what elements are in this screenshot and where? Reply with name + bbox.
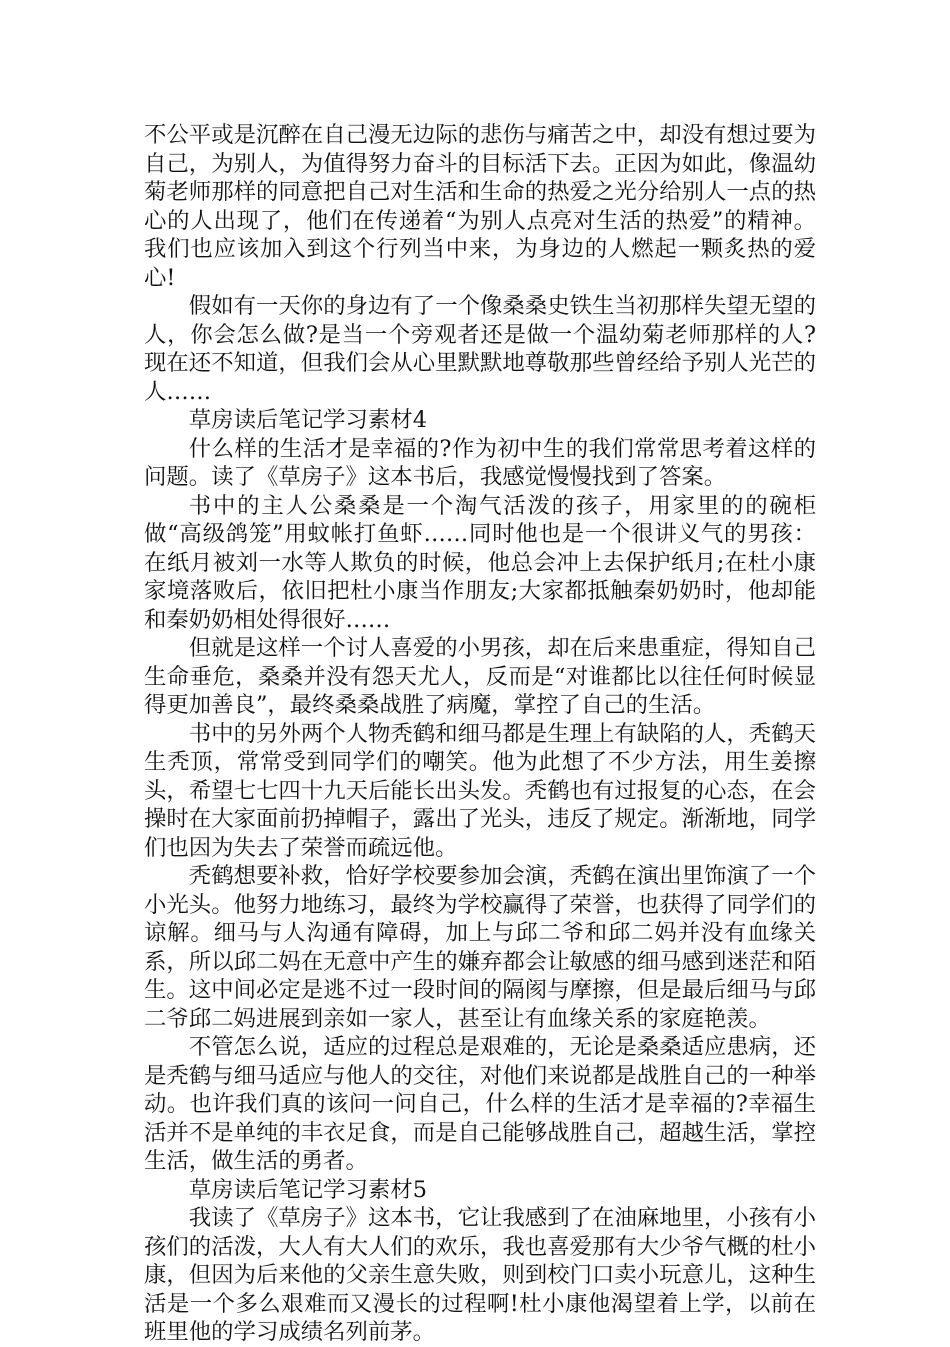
paragraph-6: 书中的另外两个人物秃鹤和细马都是生理上有缺陷的人，秃鹤天生秃顶，常常受到同学们的嘲笑。他为此想了不少方法，用生姜擦头，希望七七四十九天后能长出头发。秃鹤也有过报复的心态，在会操时在大家面前扔掉帽子，露出了光头，违反了规定。渐渐地，同学们也因为失去了荣誉而疏远他。 bbox=[144, 720, 816, 861]
section-heading-4: 草房读后笔记学习素材4 bbox=[188, 407, 427, 433]
paragraph-3: 什么样的生活才是幸福的?作为初中生的我们常常思考着这样的问题。读了《草房子》这本书后，我感觉慢慢找到了答案。 bbox=[144, 435, 816, 490]
paragraph-7: 秃鹤想要补救，恰好学校要参加会演，秃鹤在演出里饰演了一个小光头。他努力地练习，最终为学校赢得了荣誉，也获得了同学们的谅解。细马与人沟通有障碍，加上与邱二爷和邱二妈并没有血缘关系，所以邱二妈在无意中产生的嫌弃都会让敏感的细马感到迷茫和陌生。这中间必定是逃不过一段时间的隔阂与摩擦，但是最后细马与邱二爷邱二妈进展到亲如一家人，甚至让有血缘关系的家庭艳羡。 bbox=[144, 863, 816, 1032]
paragraph-2: 假如有一天你的身边有了一个像桑桑史铁生当初那样失望无望的人，你会怎么做?是当一个旁观者还是做一个温幼菊老师那样的人?现在还不知道，但我们会从心里默默地尊敬那些曾经给予别人光芒的人…… bbox=[144, 293, 816, 405]
paragraph-1: 不公平或是沉醉在自己漫无边际的悲伤与痛苦之中，却没有想过要为自己，为别人，为值得努力奋斗的目标活下去。正因为如此，像温幼菊老师那样的同意把自己对生活和生命的热爱之光分给别人一点的热心的人出现了，他们在传递着“为别人点亮对生活的热爱”的精神。我们也应该加入到这个行列当中来，为身边的人燃起一颗炙热的爱心! bbox=[144, 122, 816, 291]
paragraph-9: 我读了《草房子》这本书，它让我感到了在油麻地里，小孩有小孩们的活泼，大人有大人们的欢乐，我也喜爱那有大少爷气概的杜小康，但因为后来他的父亲生意失败，则到校门口卖小玩意儿，这种生活是一个多么艰难而又漫长的过程啊!杜小康他渴望着上学，以前在班里他的学习成绩名列前茅。 bbox=[144, 1205, 816, 1345]
paragraph-5: 但就是这样一个讨人喜爱的小男孩，却在后来患重症，得知自己生命垂危，桑桑并没有怨天尤人，反而是“对谁都比以往任何时候显得更加善良”，最终桑桑战胜了病魔，掌控了自己的生活。 bbox=[144, 635, 816, 718]
paragraph-8: 不管怎么说，适应的过程总是艰难的，无论是桑桑适应患病，还是秃鹤与细马适应与他人的交往，对他们来说都是战胜自己的一种举动。也许我们真的该问一问自己，什么样的生活才是幸福的?幸福生活并不是单纯的丰衣足食，而是自己能够战胜自己，超越生活，掌控生活，做生活的勇者。 bbox=[144, 1034, 816, 1174]
section-heading-5: 草房读后笔记学习素材5 bbox=[188, 1176, 427, 1203]
paragraph-4: 书中的主人公桑桑是一个淘气活泼的孩子，用家里的的碗柜做“高级鸽笼”用蚊帐打鱼虾……同时他也是一个很讲义气的男孩：在纸月被刘一水等人欺负的时候，他总会冲上去保护纸月;在杜小康家境落败后，依旧把杜小康当作朋友;大家都抵触秦奶奶时，他却能和秦奶奶相处得很好…… bbox=[144, 492, 816, 633]
document-body bbox=[144, 121, 816, 1347]
